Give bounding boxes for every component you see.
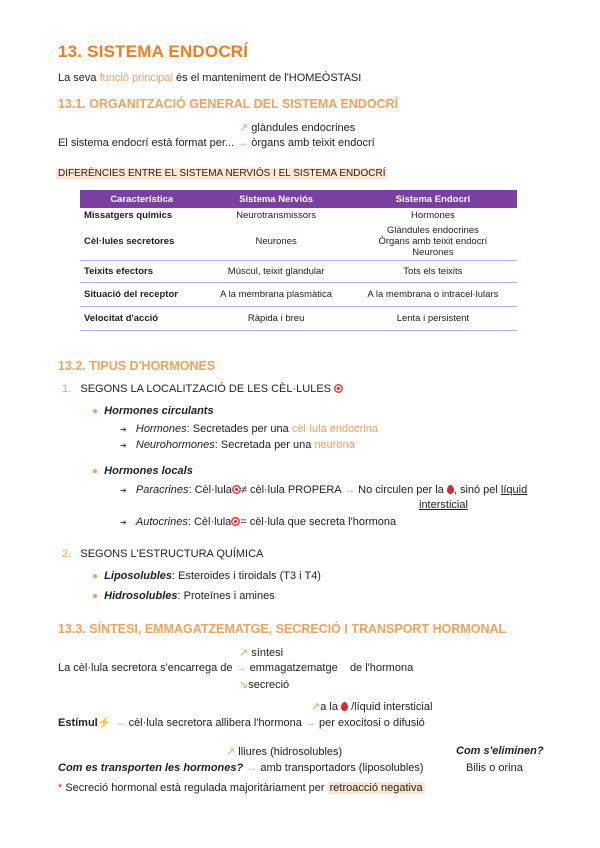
elimination-question: Com s'eliminen? (456, 745, 544, 757)
table-header-row (80, 190, 517, 208)
up-arrow-icon: ↗ (239, 647, 249, 659)
col-header: Sistema Nerviós (203, 190, 348, 208)
table-row (80, 223, 517, 261)
row-header: Teixits efectors (80, 261, 203, 283)
target-icon (231, 517, 240, 526)
right-arrow-icon: → (304, 717, 316, 729)
list-item: ➔ Neurohormones: Secretada per una neurona (120, 439, 355, 451)
row-header: Cèl·lules secretores (80, 223, 203, 261)
s3-transport-line: Com es transporten les hormones? → amb transportadors (liposolubles) (58, 762, 424, 774)
s3-stimulus-line: Estímul⚡ → cèl·lula secretora allibera l'hormona → per exocitosi o difusió (58, 717, 425, 729)
bullet-icon: ● (92, 466, 99, 477)
table-cell: Tots els teixits (349, 261, 517, 283)
list-item: ● Liposolubles: Esteroides i tiroidals (T3 i T4) (92, 570, 321, 582)
intro-highlight: funció principal (99, 72, 173, 84)
comparison-table (80, 190, 517, 331)
blood-drop-icon (341, 702, 348, 711)
arrow-bullet-icon: ➔ (120, 441, 127, 450)
table-cell: Lenta i persistent (349, 307, 517, 331)
list-item: 2. SEGONS L'ESTRUCTURA QUÍMICA (62, 548, 264, 560)
s1-up-line: ↗ glàndules endocrines (239, 122, 356, 134)
list-item: ● Hormones locals (92, 465, 193, 477)
arrow-bullet-icon: ➔ (120, 486, 127, 495)
page-title: 13. SISTEMA ENDOCRÍ (58, 42, 249, 61)
list-item: ➔ Paracrines: Cèl·lula ≠ cèl·lula PROPERA → No circulen per la , sinó pel líquid (120, 484, 528, 496)
table-cell: Neurotransmissors (236, 210, 316, 221)
table-cell: A la membrana plasmàtica (203, 283, 348, 307)
right-arrow-icon: → (235, 662, 247, 674)
section-1-heading: 13.1. ORGANITZACIÓ GENERAL DEL SISTEMA ENDOCRÍ (58, 97, 399, 111)
col-header: Característica (80, 190, 203, 208)
right-arrow-icon: → (246, 762, 258, 774)
table-cell: Neurones (203, 223, 348, 261)
s3-cell-line: La cèl·lula secretora s'encarrega de → emmagatzematge de l'hormona (58, 662, 414, 674)
table-cell: Ràpida i breu (203, 307, 348, 331)
table-cell: Hormones (410, 210, 455, 221)
right-arrow-icon: → (114, 717, 126, 729)
arrow-bullet-icon: ➔ (120, 425, 127, 434)
up-arrow-icon: ↗ (226, 746, 236, 758)
elimination-answer: Bilis o orina (466, 762, 523, 774)
up-arrow-icon: ↗ (311, 701, 321, 713)
s3-synthesis-line: ↗ síntesi (239, 647, 284, 659)
section-3-heading: 13.3. SÍNTESI, EMMAGATZEMATGE, SECRECIÓ I TRANSPORT HORMONAL (58, 622, 507, 636)
intersticial-text: intersticial (419, 499, 468, 511)
row-header: Velocitat d'acció (80, 307, 203, 331)
s3-blood-line: ↗a la /líquid intersticial (311, 701, 433, 713)
s3-free-line: ↗ lliures (hidrosolubles) (226, 746, 343, 758)
section-2-heading: 13.2. TIPUS D'HORMONES (58, 359, 216, 373)
note-highlight: retroacció negativa (329, 782, 423, 794)
table-cell: Múscul, teixit glandular (203, 261, 348, 283)
bullet-icon: ● (92, 591, 99, 602)
list-item: ● Hidrosolubles: Proteïnes i amines (92, 590, 275, 602)
list-item: ➔ Autocrines: Cèl·lula = cèl·lula que secreta l'hormona (120, 516, 397, 528)
row-header: Situació del receptor (80, 283, 203, 307)
bullet-icon: ● (92, 406, 99, 417)
table-row (80, 283, 517, 307)
arrow-bullet-icon: ➔ (120, 518, 127, 527)
differences-title: DIFERÈNCIES ENTRE EL SISTEMA NERVIÓS I EL SISTEMA ENDOCRÍ (58, 168, 386, 179)
s3-secretion-line: ↘secreció (239, 679, 290, 691)
note-line: * Secreció hormonal està regulada majoritàriament per retroacció negativa (58, 782, 423, 794)
table-cell: A la membrana o intracel·lulars (349, 283, 517, 307)
list-item: ● Hormones circulants (92, 405, 214, 417)
table-row (80, 261, 517, 283)
blood-drop-icon (447, 485, 454, 494)
row-header: Missatgers químics (84, 210, 173, 221)
right-arrow-icon: → (237, 137, 249, 149)
up-arrow-icon: ↗ (239, 122, 249, 134)
list-item: ➔ Hormones: Secretades per una cèl·lula endocrina (120, 423, 379, 435)
s1-main-line: El sistema endocrí està format per... → òrgans amb teixit endocrí (58, 137, 375, 149)
bullet-icon: ● (92, 571, 99, 582)
list-item: 1. SEGONS LA LOCALITZACIÓ DE LES CÈL·LULES (62, 383, 343, 395)
table-row (80, 208, 517, 223)
lightning-icon: ⚡ (97, 717, 112, 729)
target-icon (334, 384, 343, 393)
target-icon (232, 485, 241, 494)
table-cell: Glàndules endocrines Òrgans amb teixit endocrí Neurones (349, 223, 517, 261)
col-header: Sistema Endocrí (349, 190, 517, 208)
right-arrow-icon: → (344, 484, 356, 496)
down-arrow-icon: ↘ (239, 679, 249, 691)
intro-line: La seva funció principal és el manteniment de l'HOMEÒSTASI (58, 72, 362, 84)
table-row (80, 307, 517, 331)
